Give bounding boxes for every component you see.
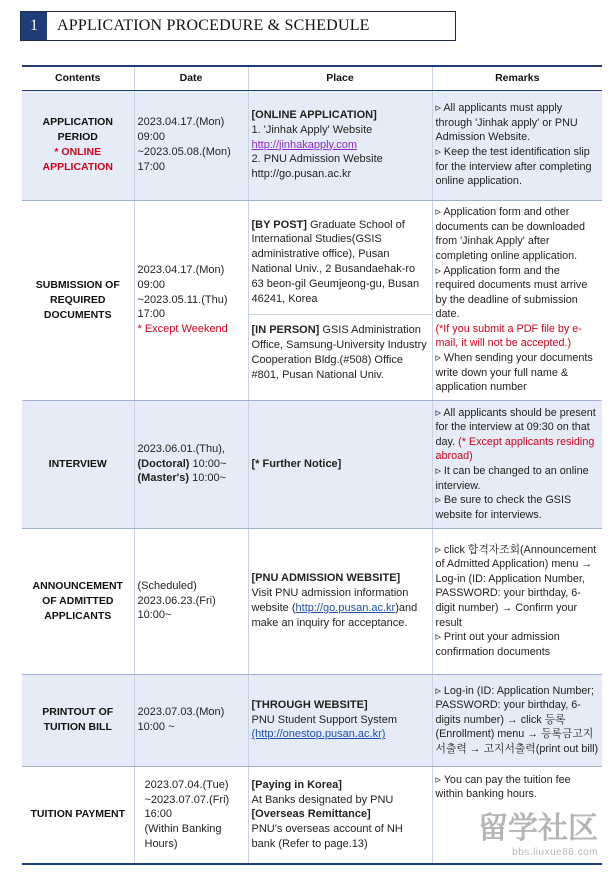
row-place [248,200,432,400]
row-date: (Scheduled) 2023.06.23.(Fri) 10:00~ [134,528,248,674]
row-content-application-period: APPLICATION PERIOD * ONLINE APPLICATION [22,90,134,200]
row-content-printout: PRINTOUT OF TUITION BILL [22,674,134,766]
col-header-remarks: Remarks [432,66,602,90]
place-in-person: [IN PERSON] GSIS Administration Office, Samsung-University Industry Cooperation Bldg.(#508) Office #801, Pusan National Univ. [251,324,427,381]
row-date: 2023.07.04.(Tue) ~2023.07.07.(Fri) 16:00 (Within Banking Hours) [134,766,248,864]
table-row [22,528,602,674]
row-place: [* Further Notice] [248,400,432,528]
table-row [22,200,602,400]
onestop-link[interactable]: (http://onestop.pusan.ac.kr) [251,728,386,741]
col-header-place: Place [248,66,432,90]
row-remarks: ▹ Log-in (ID: Application Number; PASSWORD: your birthday, 6-digits number) → click 등록(Enrollment) menu → 등록금고지서출력 → 고지서출력(print out bill) [432,674,602,766]
row-date: 2023.07.03.(Mon) 10:00 ~ [134,674,248,766]
row-date: 2023.04.17.(Mon) 09:00 ~2023.05.11.(Thu) 17:00 * Except Weekend [134,200,248,400]
table-row [22,90,602,200]
col-header-date: Date [134,66,248,90]
row-content-announcement: ANNOUNCEMENT OF ADMITTED APPLICANTS [22,528,134,674]
row-remarks: ▹ All applicants must apply through 'Jinhak apply' or PNU Admission Website. ▹ Keep the test identification slip for the interview after completing online application. [432,90,602,200]
table-header-row [22,66,602,90]
row-remarks: ▹ Application form and other documents can be downloaded from 'Jinhak Apply' after completing online application. ▹ Application form and the required documents must arrive by the deadline of submission date. (*If you submit a PDF file by e-mail, it will not be accepted.) ▹ When sending your documents write down your full name & application number [432,200,602,400]
row-place: [THROUGH WEBSITE] PNU Student Support System (http://onestop.pusan.ac.kr) [248,674,432,766]
pnu-admission-info-link[interactable]: http://go.pusan.ac.kr [295,602,396,614]
col-header-contents: Contents [22,66,134,90]
row-place: [PNU ADMISSION WEBSITE] Visit PNU admission information website (http://go.pusan.ac.kr)and make an inquiry for acceptance. [248,528,432,674]
section-header [20,11,456,41]
watermark: 留学社区 bbs.liuxue86.com [478,812,598,858]
row-place: [Paying in Korea] At Banks designated by PNU [Overseas Remittance] PNU's overseas account of NH bank (Refer to page.13) [248,766,432,864]
row-remarks: ▹ You can pay the tuition fee within banking hours. [432,766,602,864]
row-content-submission: SUBMISSION OF REQUIRED DOCUMENTS [22,200,134,400]
row-remarks: ▹ All applicants should be present for the interview at 09:30 on that day. (* Except applicants residing abroad) ▹ It can be changed to an online interview. ▹ Be sure to check the GSIS website for interviews. [432,400,602,528]
schedule-table [22,65,602,865]
row-remarks: ▹ click 합격자조회(Announcement of Admitted Application) menu → Log-in (ID: Application Number, PASSWORD: your birthday, 6-digit number) → Confirm your result ▹ Print out your admission confirmation documents [432,528,602,674]
row-content-interview: INTERVIEW [22,400,134,528]
section-number: 1 [21,12,47,40]
row-place: [ONLINE APPLICATION] 1. 'Jinhak Apply' Website http://jinhakapply.com 2. PNU Admission Website http://go.pusan.ac.kr [248,90,432,200]
section-title: APPLICATION PROCEDURE & SCHEDULE [57,17,370,34]
pnu-admission-link[interactable]: http://go.pusan.ac.kr [251,168,352,181]
table-row [22,400,602,528]
place-by-post: [BY POST] Graduate School of International Studies(GSIS administrative office), Pusan National Univ., 2 Busandaehak-ro 63 beon-gil Geumjeong-gu, Busan 46241, Korea [249,214,432,316]
table-row [22,766,602,864]
row-date: 2023.06.01.(Thu), (Doctoral) 10:00~ (Master's) 10:00~ [134,400,248,528]
row-content-tuition-payment: TUITION PAYMENT [22,766,134,864]
row-date: 2023.04.17.(Mon) 09:00 ~2023.05.08.(Mon) 17:00 [134,90,248,200]
table-row [22,674,602,766]
jinhak-apply-link[interactable]: http://jinhakapply.com [251,138,358,151]
